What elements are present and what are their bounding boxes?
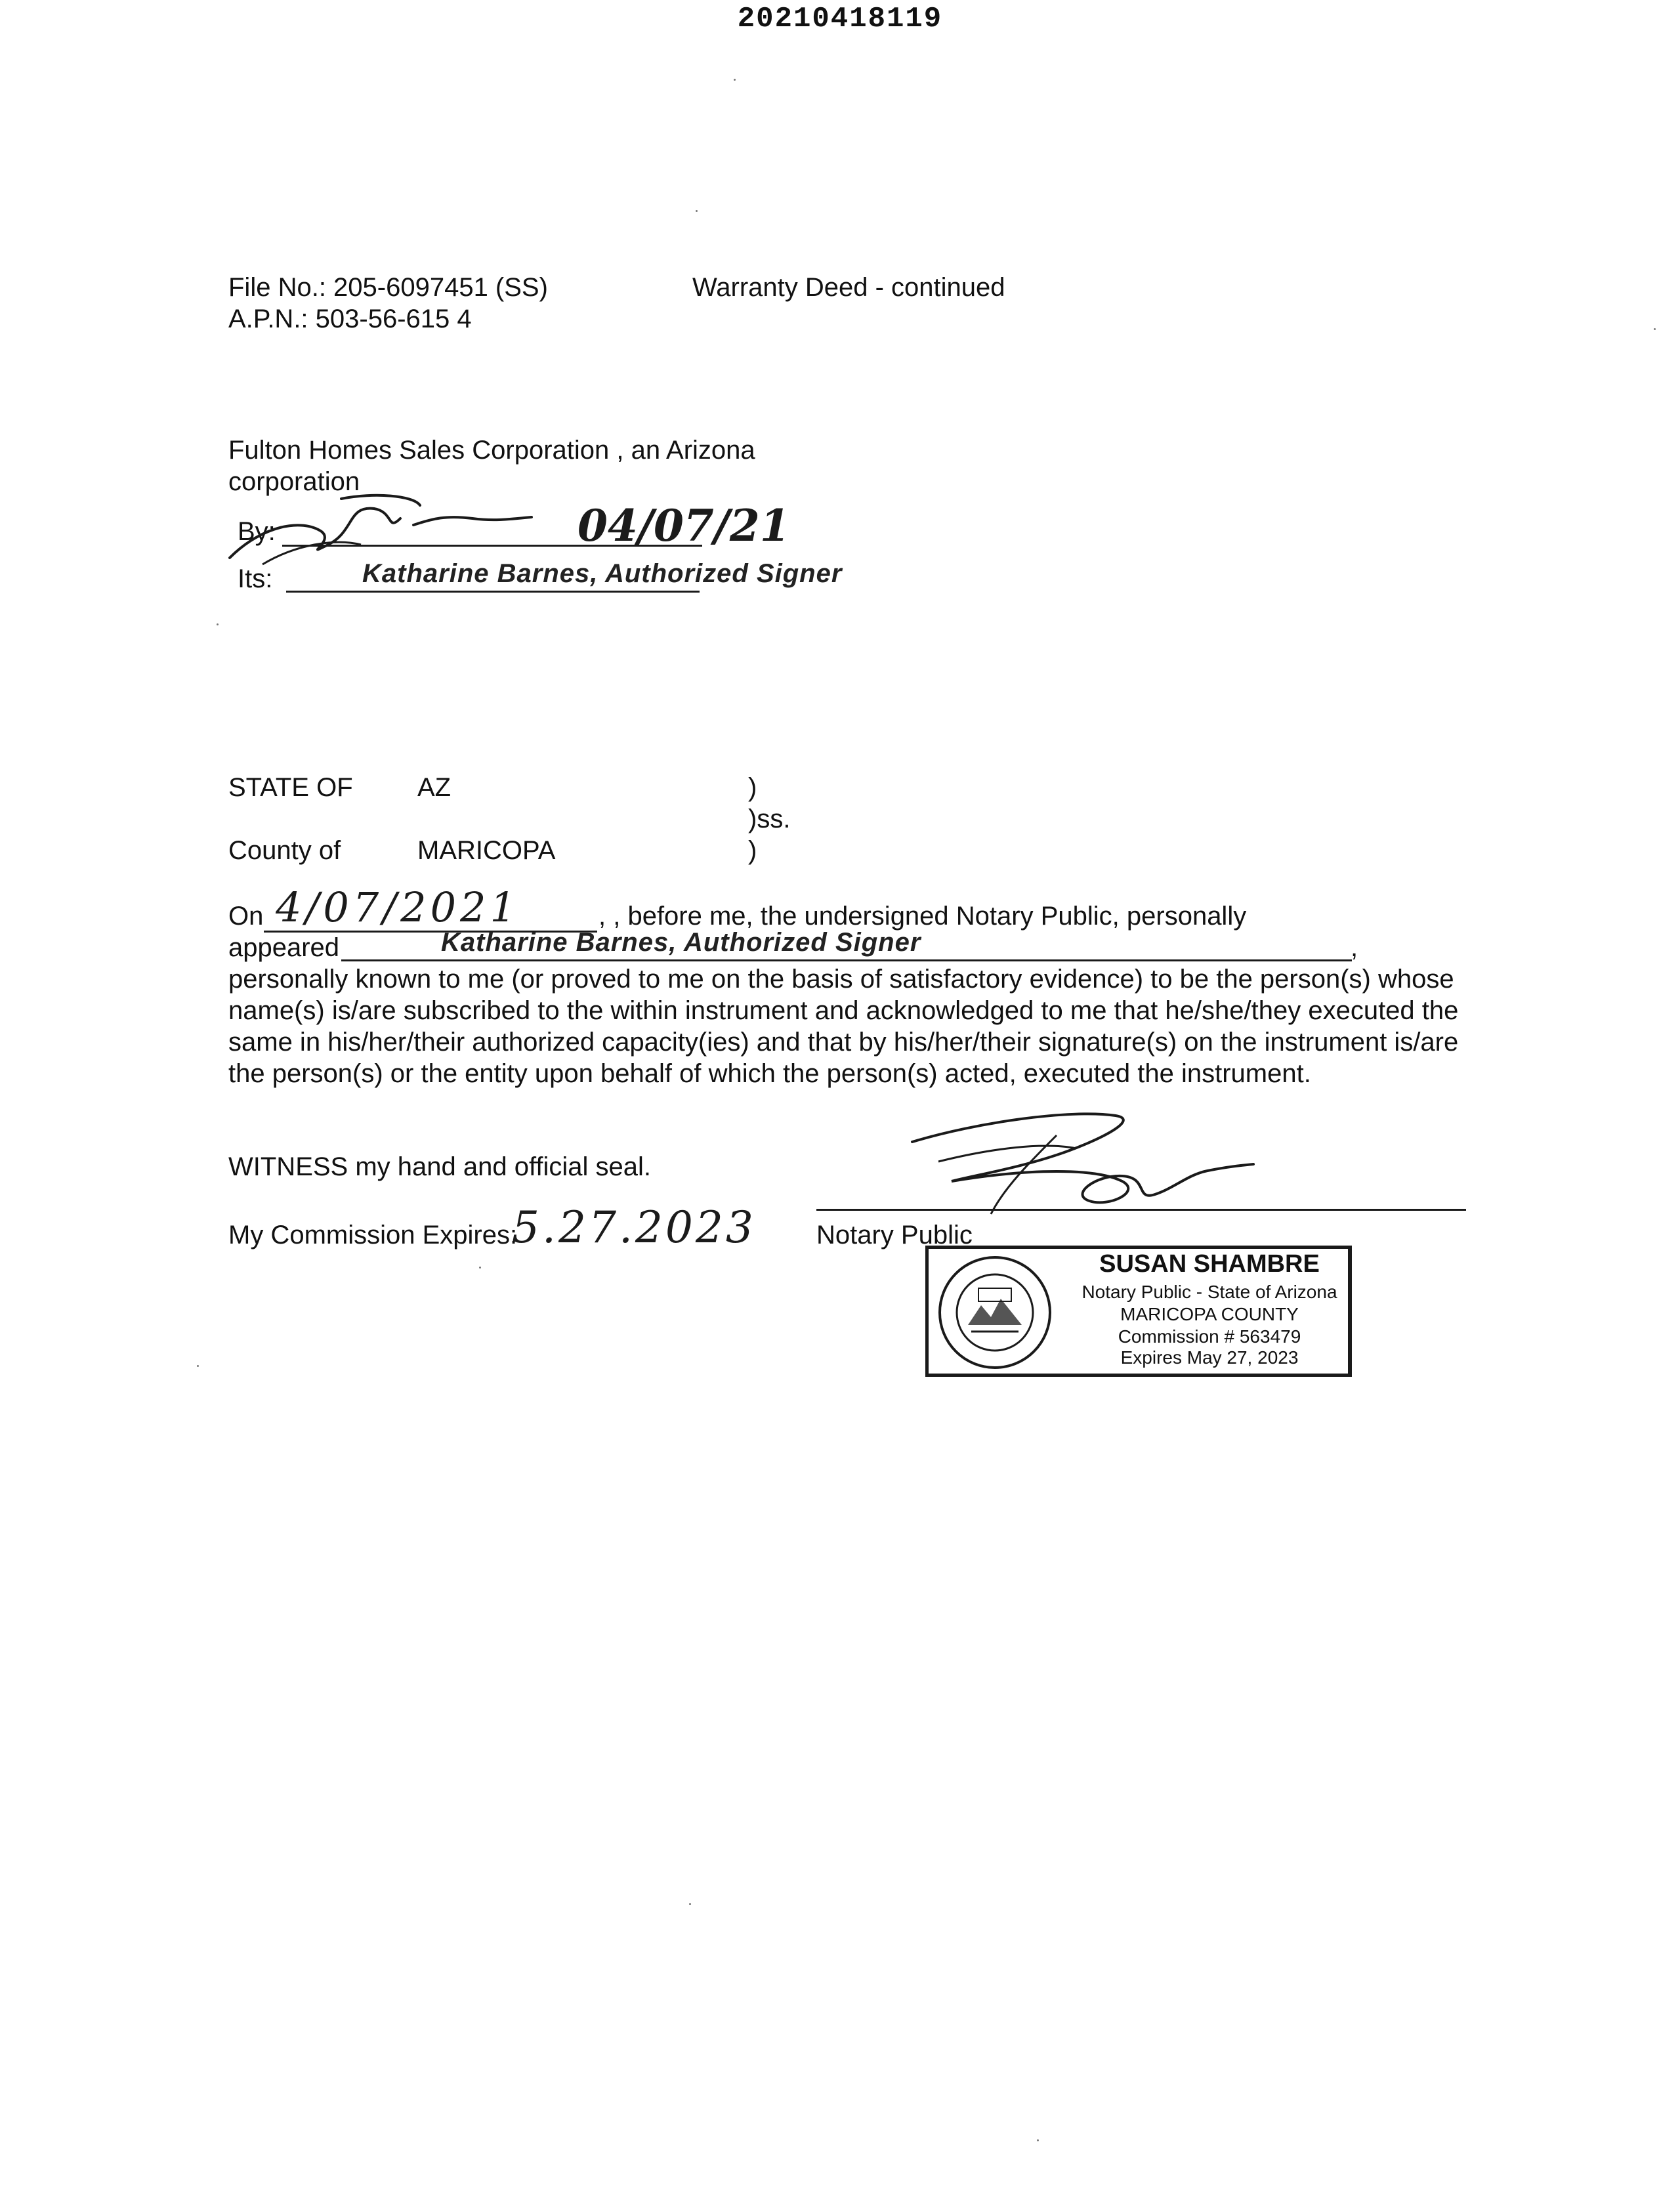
scan-speck [1037,2139,1039,2141]
commission-label: My Commission Expires: [228,1221,518,1250]
acknowledgment-date: 4/07/2021 [276,883,520,931]
by-label: By: [238,517,276,546]
notary-name: SUSAN SHAMBRE [1099,1250,1320,1278]
grantor-company-line2: corporation [228,467,360,496]
file-number: File No.: 205-6097451 (SS) [228,273,548,302]
notary-title: Notary Public - State of Arizona [1082,1282,1337,1302]
venue-paren-top: ) [748,773,757,802]
grantor-company-line1: Fulton Homes Sales Corporation , an Arizona [228,436,755,465]
appeared-name: Katharine Barnes, Authorized Signer [441,928,921,957]
appeared-label: appeared [228,933,340,962]
notary-expires: Expires May 27, 2023 [1120,1347,1299,1368]
venue-ss: )ss. [748,805,791,833]
notary-county: MARICOPA COUNTY [1120,1304,1299,1324]
document-title: Warranty Deed - continued [692,273,1005,302]
scan-speck [479,1267,481,1269]
scan-speck [734,79,736,81]
state-value: AZ [417,773,452,802]
appeared-comma: , [1351,933,1358,962]
commission-expiry-handwritten: 5.27.2023 [512,1202,756,1253]
scan-speck [689,1903,691,1905]
state-label: STATE OF [228,773,353,802]
acknowledgment-body: personally known to me (or proved to me on the basis of satisfactory evidence) to be the person(s) whose name(s) is/are subscribed to the within instrument and acknowledged to me that he/she/they executed the same in his/her/their authorized capacity(ies) and that by his/her/their signature(s) on the instrument is/are the person(s) or the entity upon behalf of which the person(s) acted, executed the instrument. [228,965,1459,1088]
venue-paren-bottom: ) [748,836,757,865]
notary-commission: Commission # 563479 [1118,1326,1301,1347]
before-me-text: , , before me, the undersigned Notary Public, personally [598,902,1247,931]
county-label: County of [228,836,341,865]
its-line [286,591,700,593]
grantor-signed-date: 04/07/21 [578,500,790,551]
notary-stamp [925,1246,1352,1377]
notary-public-label: Notary Public [816,1221,973,1250]
arizona-state-seal-icon [935,1253,1055,1372]
apn-number: A.P.N.: 503-56-615 4 [228,304,472,333]
appeared-line [341,959,1352,961]
recording-number: 20210418119 [737,3,943,35]
scan-speck [696,210,698,212]
county-value: MARICOPA [417,836,556,865]
on-label: On [228,902,264,931]
scan-speck [217,623,219,625]
witness-text: WITNESS my hand and official seal. [228,1152,651,1181]
its-label: Its: [238,564,273,593]
grantor-signer-name: Katharine Barnes, Authorized Signer [362,559,843,588]
scan-speck [1654,328,1656,330]
notary-signature [899,1102,1267,1234]
scan-speck [197,1365,199,1367]
